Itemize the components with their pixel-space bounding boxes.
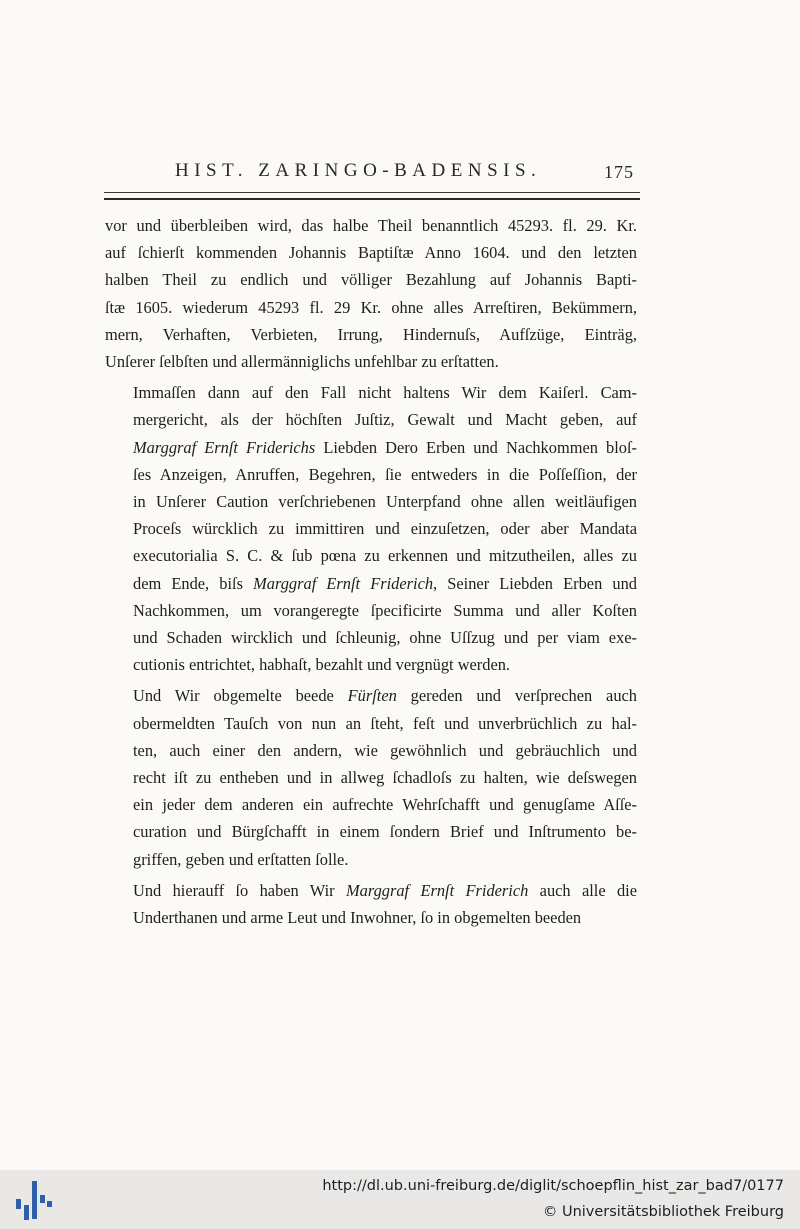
text-line: Und Wir obgemelte beede Fürſten gereden und verſprechen auch [133,686,637,706]
paragraph [105,212,637,375]
permalink-url[interactable]: http://dl.ub.uni-freiburg.de/diglit/schoepflin_hist_zar_bad7/0177 [322,1178,784,1194]
text-line: cutionis entrichtet, habhaſt, bezahlt und vergnügt werden. [133,655,511,675]
text-line: obermeldten Tauſch von nun an ſteht, feſt und unverbrüchlich zu hal- [133,713,637,733]
text-line: vor und überbleiben wird, das halbe Theil benanntlich 45293. fl. 29. Kr. [105,216,637,235]
text-line: mergericht, als der höchſten Juſtiz, Gewalt und Macht geben, auf [133,410,637,430]
text-line: ſes Anzeigen, Anruffen, Begehren, ſie entweders in die Poſſeſſion, der [133,464,637,484]
copyright-notice: © Universitätsbibliothek Freiburg [542,1204,784,1220]
body-text [105,212,637,935]
text-line: auf ſchierſt kommenden Johannis Baptiſtæ Anno 1604. und den letzten [105,243,637,263]
viewer-footer [0,1170,800,1229]
text-line: Marggraf Ernſt Friderichs Liebden Dero Erben und Nachkommen bloſ- [133,437,637,457]
paragraph [105,877,637,931]
text-line: und Schaden wircklich und ſchleunig, ohne Uſſzug und per viam exe- [133,628,637,648]
text-line: ſtæ 1605. wiederum 45293 fl. 29 Kr. ohne alles Arreſtiren, Bekümmern, [105,297,637,317]
text-line: Unſerer ſelbſten und allermänniglichs unfehlbar zu erſtatten. [105,352,499,372]
text-line: Underthanen und arme Leut und Inwohner, ſo in obgemelten beeden [133,908,582,928]
page-number: 175 [604,162,634,182]
text-line: Und hierauff ſo haben Wir Marggraf Ernſt Friderich auch alle die [133,880,638,900]
running-title: HIST. ZARINGO-BADENSIS. [175,160,542,181]
text-line: executorialia S. C. & ſub pœna zu erkennen und mitzutheilen, alles zu [133,546,637,566]
paragraph [105,682,637,872]
ub-freiburg-logo-icon[interactable] [14,1179,54,1221]
text-line: Nachkommen, um vorangeregte ſpecificirte Summa und aller Koſten [133,600,637,620]
text-line: dem Ende, biſs Marggraf Ernſt Friderich, Seiner Liebden Erben und [133,573,637,593]
text-line: griffen, geben und erſtatten ſolle. [133,849,349,869]
text-line: mern, Verhaften, Verbieten, Irrung, Hindernuſs, Aufſzüge, Einträg, [105,324,637,344]
text-line: Immaſſen dann auf den Fall nicht haltens Wir dem Kaiſerl. Cam- [133,383,637,403]
header-rule-thick [104,198,640,200]
text-line: halben Theil zu endlich und völliger Bezahlung auf Johannis Bapti- [105,270,637,290]
text-line: ten, auch einer den andern, wie gewöhnlich und gebräuchlich und [133,740,637,760]
paragraph [105,379,637,678]
text-line: in Unſerer Caution verſchriebenen Unterpfand ohne allen weitläufigen [133,492,637,512]
text-line: Proceſs würcklich zu immittiren und einzuſetzen, oder aber Mandata [133,519,637,539]
text-line: recht iſt zu entheben und in allweg ſchadloſs zu halten, wie deſswegen [133,768,637,788]
text-line: curation und Bürgſchafft in einem ſondern Brief und Inſtrumento be- [133,822,637,842]
text-line: ein jeder dem anderen ein aufrechte Wehrſchafft und genugſame Aſſe- [133,795,637,815]
header-rule-thin [104,192,640,193]
